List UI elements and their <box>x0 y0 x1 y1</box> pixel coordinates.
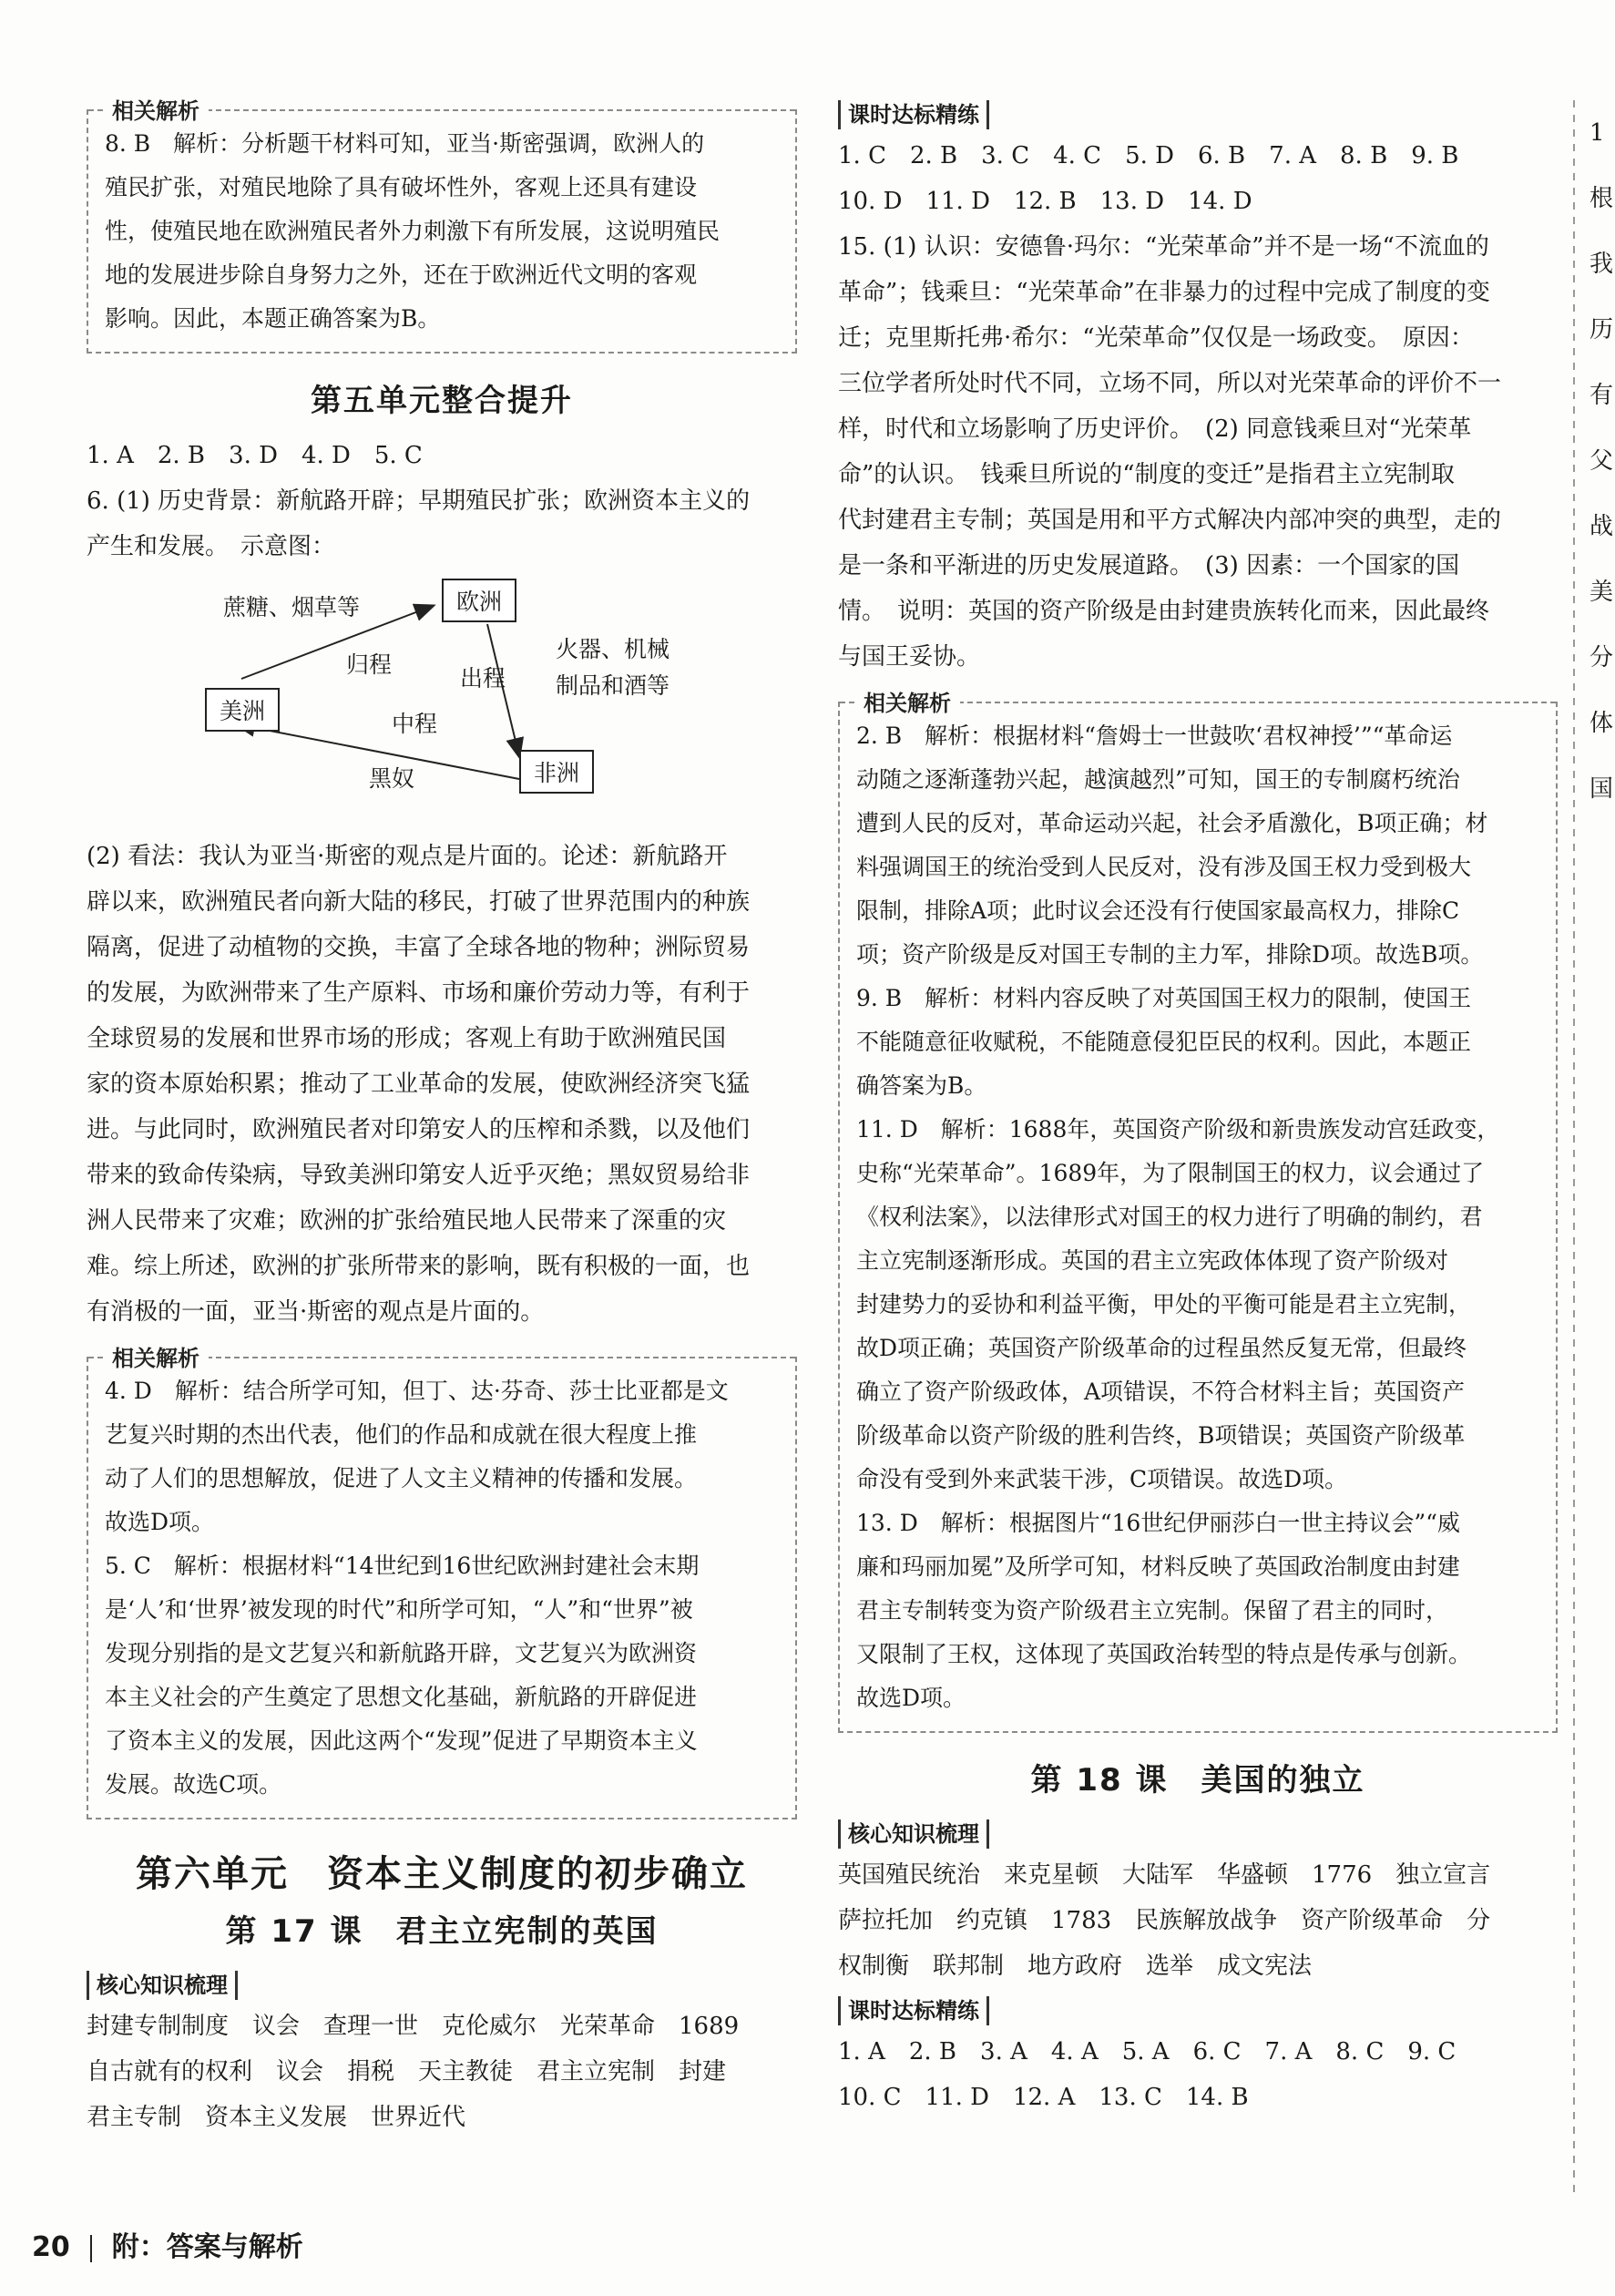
text-line: 故D项正确；英国资产阶级革命的过程虽然反复无常，但最终 <box>856 1335 1467 1361</box>
text-line: 主立宪制逐渐形成。英国的君主立宪政体体现了资产阶级对 <box>856 1247 1449 1274</box>
label-middle-trip: 中程 <box>392 711 438 737</box>
triangle-trade-diagram <box>87 569 797 834</box>
label-out-trip: 出程 <box>460 665 506 692</box>
clipped-char: 历 <box>1589 316 1614 343</box>
text-line: 发展。故选C项。 <box>105 1771 282 1798</box>
text-line: 《权利法案》，以法律形式对国王的权力进行了明确的制约，君 <box>856 1204 1483 1230</box>
text-line: 遭到人民的反对，革命运动兴起，社会矛盾激化，B项正确；材 <box>856 810 1488 836</box>
text-line: 故选D项。 <box>856 1685 966 1711</box>
text-line: 动随之逐渐蓬勃兴起，越演越烈”可知，国王的专制腐朽统治 <box>856 766 1460 793</box>
text-line: 阶级革命以资产阶级的胜利告终，B项错误；英国资产阶级革 <box>856 1422 1466 1449</box>
answers-line: 1. A 2. B 3. D 4. D 5. C <box>87 442 423 469</box>
clipped-char: 1 <box>1589 119 1605 147</box>
answers-line: 10. C 11. D 12. A 13. C 14. B <box>838 2084 1249 2111</box>
node-europe: 欧洲 <box>442 579 516 622</box>
text-line: 地的发展进步除自身努力之外，还在于欧洲近代文明的客观 <box>105 261 698 288</box>
unit5-title: 第五单元整合提升 <box>311 383 573 419</box>
node-africa: 非洲 <box>519 750 594 794</box>
text-line: 君主专制 资本主义发展 世界近代 <box>87 2104 466 2131</box>
text-line: 产生和发展。 示意图： <box>87 533 336 560</box>
clipped-char: 我 <box>1589 251 1614 278</box>
text-line: 15. (1) 认识：安德鲁·玛尔：“光荣革命”并不是一场“不流血的 <box>838 233 1489 261</box>
lesson17-title: 第 17 课 君主立宪制的英国 <box>225 1913 659 1950</box>
clipped-char: 体 <box>1589 710 1614 737</box>
text-line: 是‘人’和‘世界’被发现的时代”和所学可知，“人”和“世界”被 <box>105 1596 693 1623</box>
text-line: 2. B 解析：根据材料“詹姆士一世鼓吹‘君权神授’”“革命运 <box>856 723 1453 749</box>
related-analysis-box-1 <box>87 98 797 354</box>
text-line: 辟以来，欧洲殖民者向新大陆的移民，打破了世界范围内的种族 <box>87 888 751 916</box>
clipped-char: 分 <box>1589 644 1614 671</box>
clipped-char: 有 <box>1589 382 1614 409</box>
unit6-title: 第六单元 资本主义制度的初步确立 <box>136 1853 748 1895</box>
text-line: 英国殖民统治 来克星顿 大陆军 华盛顿 1776 独立宣言 <box>838 1861 1491 1889</box>
core-knowledge-label: 核心知识梳理 <box>838 1819 989 1849</box>
text-line: 代封建君主专制；英国是用和平方式解决内部冲突的典型，走的 <box>838 507 1502 534</box>
text-line: 廉和玛丽加冕”及所学可知，材料反映了英国政治制度由封建 <box>856 1553 1460 1580</box>
text-line: 带来的致命传染病，导致美洲印第安人近乎灭绝；黑奴贸易给非 <box>87 1162 751 1189</box>
text-line: 又限制了王权，这体现了英国政治转型的特点是传承与创新。 <box>856 1641 1472 1667</box>
text-line: 样，时代和立场影响了历史评价。 (2) 同意钱乘旦对“光荣革 <box>838 415 1472 443</box>
answers-line: 1. A 2. B 3. A 4. A 5. A 6. C 7. A 8. C 9. C <box>838 2038 1457 2065</box>
text-line: 本主义社会的产生奠定了思想文化基础，新航路的开辟促进 <box>105 1684 698 1710</box>
text-line: 发现分别指的是文艺复兴和新航路开辟，文艺复兴为欧洲资 <box>105 1640 698 1666</box>
text-line: (2) 看法：我认为亚当·斯密的观点是片面的。论述：新航路开 <box>87 843 728 870</box>
related-analysis-box-3 <box>838 691 1558 1733</box>
box-label: 相关解析 <box>854 685 960 717</box>
text-line: 洲人民带来了灾难；欧洲的扩张给殖民地人民带来了深重的灾 <box>87 1207 727 1235</box>
text-line: 确答案为B。 <box>856 1072 987 1099</box>
text-line: 封建专制制度 议会 查理一世 克伦威尔 光荣革命 1689 <box>87 2013 740 2040</box>
page-footer <box>32 2224 303 2264</box>
text-line: 三位学者所处时代不同，立场不同，所以对光荣革命的评价不一 <box>838 370 1502 397</box>
text-line: 隔离，促进了动植物的交换，丰富了全球各地的物种；洲际贸易 <box>87 934 751 961</box>
right-column-clipped <box>1589 100 1615 822</box>
text-line: 殖民扩张，对殖民地除了具有破坏性外，客观上还具有建设 <box>105 174 698 200</box>
text-line: 难。综上所述，欧洲的扩张所带来的影响，既有积极的一面，也 <box>87 1253 751 1280</box>
text-line: 了资本主义的发展，因此这两个“发现”促进了早期资本主义 <box>105 1727 698 1754</box>
footer-section: 附：答案与解析 <box>111 2231 303 2263</box>
node-america: 美洲 <box>205 688 280 732</box>
text-line: 5. C 解析：根据材料“14世纪到16世纪欧洲封建社会末期 <box>105 1553 700 1579</box>
core-knowledge-label: 核心知识梳理 <box>87 1971 238 2000</box>
text-line: 的发展，为欧洲带来了生产原料、市场和廉价劳动力等，有利于 <box>87 979 751 1007</box>
clipped-char: 战 <box>1589 513 1614 540</box>
text-line: 与国王妥协。 <box>838 643 981 671</box>
text-line: 革命”；钱乘旦：“光荣革命”在非暴力的过程中完成了制度的变 <box>838 279 1490 306</box>
text-line: 自古就有的权利 议会 捐税 天主教徒 君主立宪制 封建 <box>87 2058 727 2086</box>
text-line: 限制，排除A项；此时议会还没有行使国家最高权力，排除C <box>856 897 1460 924</box>
answers-line: 1. C 2. B 3. C 4. C 5. D 6. B 7. A 8. B 9. B <box>838 142 1459 169</box>
text-line: 命”的认识。 钱乘旦所说的“制度的变迁”是指君主立宪制取 <box>838 461 1455 488</box>
box-label: 相关解析 <box>103 1340 209 1372</box>
text-line: 影响。因此，本题正确答案为B。 <box>105 305 441 332</box>
text-line: 9. B 解析：材料内容反映了对英国国王权力的限制，使国王 <box>856 985 1472 1011</box>
label-goods-2: 制品和酒等 <box>556 672 670 699</box>
text-line: 全球贸易的发展和世界市场的形成；客观上有助于欧洲殖民国 <box>87 1025 727 1052</box>
text-line: 君主专制转变为资产阶级君主立宪制。保留了君主的同时， <box>856 1597 1449 1624</box>
text-line: 是一条和平渐进的历史发展道路。 (3) 因素：一个国家的国 <box>838 552 1460 579</box>
clipped-char: 美 <box>1589 579 1614 606</box>
column-divider <box>1573 100 1575 2196</box>
text-line: 进。与此同时，欧洲殖民者对印第安人的压榨和杀戮，以及他们 <box>87 1116 751 1143</box>
footer-separator <box>90 2235 92 2262</box>
text-line: 封建势力的妥协和利益平衡，甲处的平衡可能是君主立宪制， <box>856 1291 1472 1317</box>
text-line: 命没有受到外来武装干涉，C项错误。故选D项。 <box>856 1466 1348 1492</box>
left-column <box>87 100 797 2140</box>
text-line: 13. D 解析：根据图片“16世纪伊丽莎白一世主持议会”“威 <box>856 1510 1460 1536</box>
text-line: 确立了资产阶级政体，A项错误，不符合材料主旨；英国资产 <box>856 1379 1466 1405</box>
label-return-trip: 归程 <box>346 651 393 678</box>
text-line: 性，使殖民地在欧洲殖民者外力刺激下有所发展，这说明殖民 <box>105 218 721 244</box>
practice-label: 课时达标精练 <box>838 100 989 129</box>
answers-line: 10. D 11. D 12. B 13. D 14. D <box>838 188 1252 215</box>
text-line: 6. (1) 历史背景：新航路开辟；早期殖民扩张；欧洲资本主义的 <box>87 487 751 515</box>
middle-column <box>838 100 1558 2120</box>
text-line: 权制衡 联邦制 地方政府 选举 成文宪法 <box>838 1953 1313 1980</box>
related-analysis-box-2 <box>87 1346 797 1819</box>
text-line: 萨拉托加 约克镇 1783 民族解放战争 资产阶级革命 分 <box>838 1907 1491 1934</box>
practice-label: 课时达标精练 <box>838 1996 989 2025</box>
text-line: 4. D 解析：结合所学可知，但丁、达·芬奇、莎士比亚都是文 <box>105 1378 729 1404</box>
label-goods-1: 火器、机械 <box>556 636 670 662</box>
label-slaves: 黑奴 <box>369 765 415 792</box>
text-line: 家的资本原始积累；推动了工业革命的发展，使欧洲经济突飞猛 <box>87 1071 751 1098</box>
clipped-char: 根 <box>1589 185 1614 212</box>
text-line: 料强调国王的统治受到人民反对，没有涉及国王权力受到极大 <box>856 854 1472 880</box>
text-line: 8. B 解析：分析题干材料可知，亚当·斯密强调，欧洲人的 <box>105 130 705 157</box>
text-line: 史称“光荣革命”。1689年，为了限制国王的权力，议会通过了 <box>856 1160 1485 1186</box>
text-line: 不能随意征收赋税，不能随意侵犯臣民的权利。因此，本题正 <box>856 1029 1472 1055</box>
box-label: 相关解析 <box>103 93 209 125</box>
text-line: 故选D项。 <box>105 1509 215 1535</box>
text-line: 迁；克里斯托弗·希尔：“光荣革命”仅仅是一场政变。 原因： <box>838 324 1474 352</box>
page-number: 20 <box>32 2231 70 2263</box>
lesson18-title: 第 18 课 美国的独立 <box>1030 1762 1365 1799</box>
text-line: 情。 说明：英国的资产阶级是由封建贵族转化而来，因此最终 <box>838 598 1490 625</box>
text-line: 艺复兴时期的杰出代表，他们的作品和成就在很大程度上推 <box>105 1421 698 1448</box>
text-line: 有消极的一面，亚当·斯密的观点是片面的。 <box>87 1298 545 1326</box>
clipped-char: 国 <box>1589 775 1614 803</box>
text-line: 项；资产阶级是反对国王专制的主力军，排除D项。故选B项。 <box>856 941 1484 968</box>
label-sugar-tobacco: 蔗糖、烟草等 <box>223 594 361 620</box>
text-line: 动了人们的思想解放，促进了人文主义精神的传播和发展。 <box>105 1465 698 1491</box>
clipped-char: 父 <box>1589 447 1614 475</box>
text-line: 11. D 解析：1688年，英国资产阶级和新贵族发动宫廷政变， <box>856 1116 1500 1143</box>
